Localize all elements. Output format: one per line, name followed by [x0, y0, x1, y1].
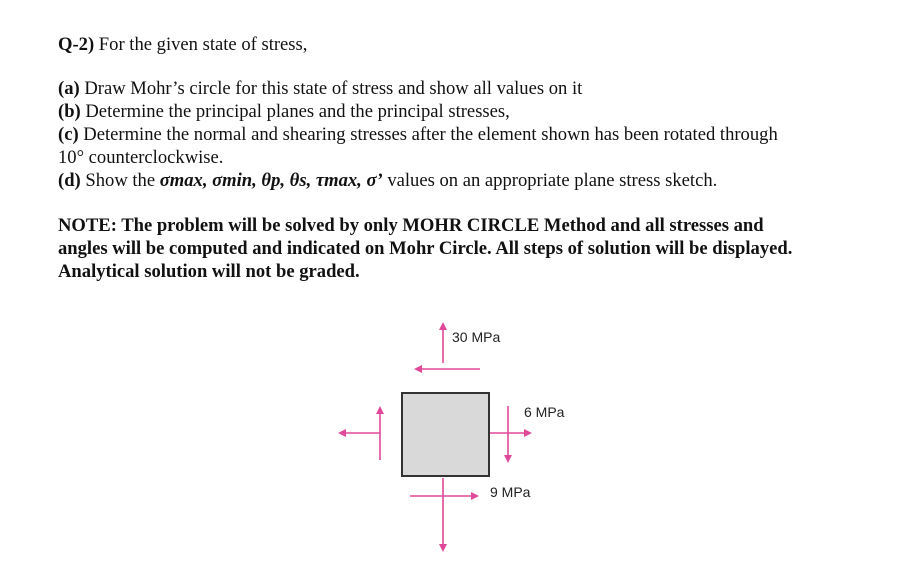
part-b-label: (b) — [58, 101, 81, 122]
part-b — [58, 100, 858, 123]
stress-element-figure — [320, 318, 620, 568]
part-c — [58, 123, 858, 146]
stress-element-diagram — [320, 318, 620, 568]
part-d — [58, 169, 858, 192]
note-paragraph — [58, 214, 844, 283]
part-a — [58, 77, 858, 100]
label-9mpa: 9 MPa — [490, 484, 531, 500]
question-document — [58, 33, 858, 283]
part-c-label: (c) — [58, 124, 79, 145]
part-c-continued — [58, 146, 858, 169]
note-line: angles will be computed and indicated on Mohr Circle. All steps of solution will be displayed. — [58, 238, 793, 259]
question-heading — [58, 33, 858, 56]
part-d-symbols: σmax, σmin, θp, θs, τmax, σ’ — [159, 170, 383, 191]
part-a-text: Draw Mohr’s circle for this state of stress and show all values on it — [79, 78, 583, 99]
question-number: Q-2) — [58, 34, 95, 55]
part-a-label: (a) — [58, 78, 80, 99]
part-d-text: Show the — [80, 170, 160, 191]
part-c-text: Determine the normal and shearing stresses after the element shown has been rotated through — [78, 124, 778, 145]
note-line: NOTE: The problem will be solved by only MOHR CIRCLE Method and all stresses and — [58, 215, 764, 236]
question-heading-text: For the given state of stress, — [94, 34, 308, 55]
part-d-label: (d) — [58, 170, 81, 191]
part-b-text: Determine the principal planes and the principal stresses, — [80, 101, 510, 122]
label-6mpa: 6 MPa — [524, 404, 565, 420]
label-30mpa: 30 MPa — [452, 329, 501, 345]
part-d-text-after: values on an appropriate plane stress sketch. — [382, 170, 718, 191]
note-line: Analytical solution will not be graded. — [58, 261, 360, 282]
stress-element-square — [402, 393, 489, 476]
part-c-continued-text: 10° counterclockwise. — [58, 147, 224, 168]
